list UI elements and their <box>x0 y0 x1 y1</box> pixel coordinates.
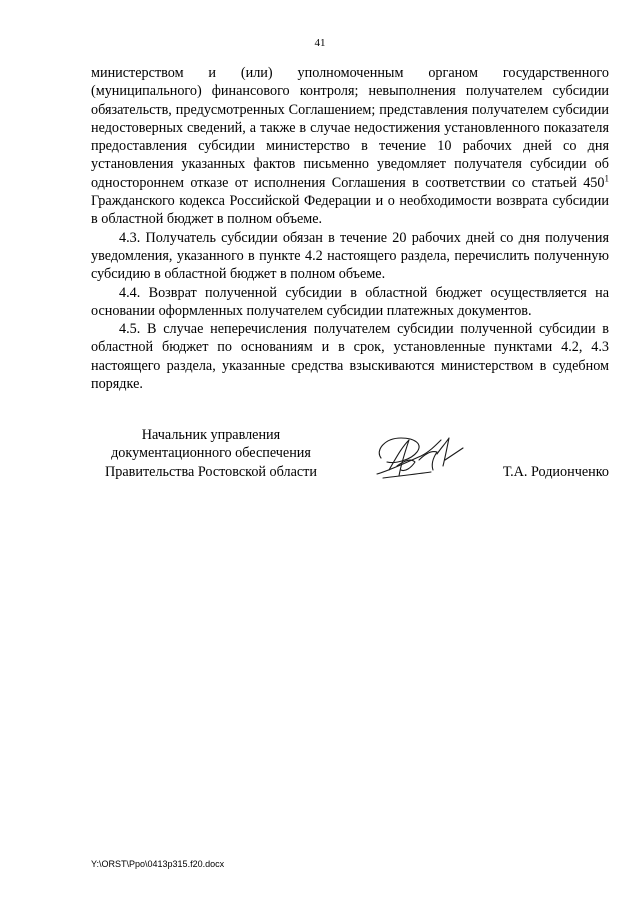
footer-file-path: Y:\ORST\Ppo\0413p315.f20.docx <box>91 859 225 869</box>
paragraph-4-4: 4.4. Возврат полученной субсидии в областной бюджет осуществляется на основании оформленных получателем субсидии платежных документов. <box>91 284 609 319</box>
paragraph-4-3: 4.3. Получатель субсидии обязан в течение 20 рабочих дней со дня получения уведомления, указанного в пункте 4.2 настоящего раздела, перечислить полученную субсидию в областной бюджет в полном объеме. <box>91 229 609 283</box>
signer-title <box>91 426 331 481</box>
page-number: 41 <box>314 37 326 49</box>
signer-title-line: документационного обеспечения <box>111 445 311 462</box>
paragraph-text: министерством и (или) уполномоченным органом государственного (муниципального) финансового контроля; невыполнения получателем субсидии обязательств, предусмотренных Соглашением; представления получателем субсидии недостоверных сведений, а также в случае недостижения установленного показателя предоставления субсидии министерство в течение 10 рабочих дней со дня установления указанных фактов письменно уведомляет получателя субсидии об одностороннем отказе от исполнения Соглашения в соответствии со статьей 450 <box>91 65 609 191</box>
superscript: 1 <box>604 173 609 184</box>
signature-block <box>91 426 609 486</box>
paragraph-text: Гражданского кодекса Российской Федерации и о необходимости возврата субсидии в областной бюджет в полном объеме. <box>91 193 609 228</box>
paragraph-4-5: 4.5. В случае неперечисления получателем субсидии полученной субсидии в областной бюджет по основаниям и в срок, установленные пунктами 4.2, 4.3 настоящего раздела, указанные средства взыскиваются министерством в судебном порядке. <box>91 321 609 393</box>
handwritten-signature <box>371 430 466 486</box>
signer-title-line: Правительства Ростовской области <box>105 463 317 480</box>
paragraph-continuation <box>91 64 609 229</box>
document-body <box>91 64 609 393</box>
signer-title-line: Начальник управления <box>141 427 281 443</box>
signer-name: Т.А. Родионченко <box>502 463 609 480</box>
